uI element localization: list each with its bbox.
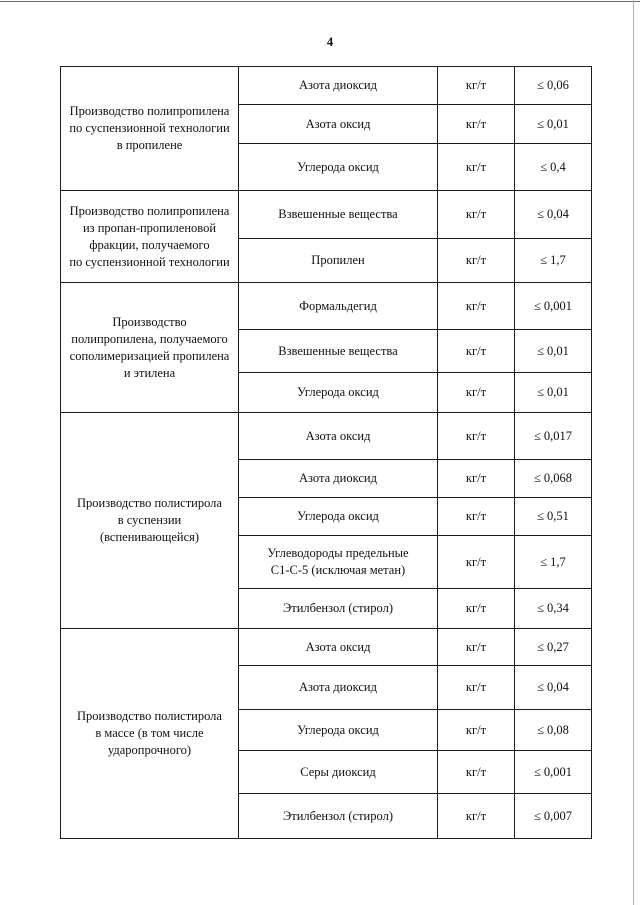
table-row	[61, 629, 592, 666]
table-row	[61, 67, 592, 105]
production-process-line: и этилена	[123, 365, 176, 380]
pollutant-cell	[239, 373, 438, 413]
unit-value: кг/т	[465, 722, 487, 737]
limit-cell	[515, 191, 592, 239]
limit-cell	[515, 460, 592, 498]
limit-value: ≤ 0,01	[537, 385, 569, 399]
limit-value: ≤ 0,001	[533, 298, 573, 313]
production-process-cell	[61, 629, 239, 839]
unit-cell	[438, 666, 515, 710]
unit-value: кг/т	[465, 601, 487, 615]
pollutant-name: Взвешенные вещества	[278, 343, 398, 358]
scan-edge-right	[633, 0, 634, 905]
unit-value: кг/т	[465, 639, 487, 654]
pollutant-cell	[239, 536, 438, 589]
production-process-line: (вспенивающейся)	[99, 530, 200, 544]
unit-cell	[438, 498, 515, 536]
pollutant-cell	[239, 67, 438, 105]
unit-cell	[438, 710, 515, 751]
unit-cell	[438, 413, 515, 460]
pollutant-name: Азота диоксид	[299, 680, 377, 694]
limit-cell	[515, 239, 592, 283]
production-process-line: Производство полистирола	[77, 709, 222, 723]
limit-cell	[515, 144, 592, 191]
unit-value: кг/т	[465, 509, 487, 523]
pollutant-name: Углерода оксид	[297, 385, 379, 399]
limit-value: ≤ 0,4	[540, 159, 566, 174]
pollutant-cell	[239, 413, 438, 460]
unit-cell	[438, 460, 515, 498]
pollutant-cell	[239, 629, 438, 666]
unit-cell	[438, 330, 515, 373]
unit-cell	[438, 751, 515, 794]
pollutant-cell	[239, 144, 438, 191]
limit-value: ≤ 0,08	[537, 722, 569, 737]
production-process-line: Производство полипропилена	[69, 203, 230, 218]
pollutant-name: Азота диоксид	[299, 78, 377, 92]
production-process-line: полипропилена, получаемого	[71, 331, 228, 346]
unit-value: кг/т	[465, 680, 487, 694]
pollutant-name: Взвешенные вещества	[278, 207, 398, 221]
limit-value: ≤ 0,04	[537, 207, 569, 221]
unit-cell	[438, 144, 515, 191]
unit-value: кг/т	[465, 298, 487, 313]
limit-value: ≤ 1,7	[540, 554, 566, 569]
limit-cell	[515, 751, 592, 794]
production-process-line: в суспензии	[117, 513, 182, 527]
production-process-cell	[61, 67, 239, 191]
pollutant-name: Азота оксид	[305, 428, 371, 443]
unit-value: кг/т	[465, 764, 487, 779]
production-group	[61, 191, 592, 283]
pollutant-cell	[239, 794, 438, 839]
limit-cell	[515, 666, 592, 710]
unit-value: кг/т	[465, 78, 487, 92]
unit-cell	[438, 373, 515, 413]
production-process-line: Производство	[112, 314, 187, 329]
production-process-cell	[61, 283, 239, 413]
limit-cell	[515, 413, 592, 460]
scan-edge-top	[0, 1, 640, 2]
production-process-line: из пропан-пропиленовой	[82, 220, 217, 235]
production-process-line: в пропилене	[116, 138, 183, 152]
pollutant-cell	[239, 710, 438, 751]
table-row	[61, 191, 592, 239]
limit-value: ≤ 0,01	[537, 343, 569, 358]
emission-limits-table	[60, 66, 592, 839]
unit-value: кг/т	[465, 471, 487, 485]
unit-value: кг/т	[465, 385, 487, 399]
limit-value: ≤ 0,04	[537, 680, 569, 694]
production-process-line: фракции, получаемого	[89, 237, 210, 252]
pollutant-name: Этилбензол (стирол)	[283, 601, 393, 615]
pollutant-cell	[239, 589, 438, 629]
unit-cell	[438, 589, 515, 629]
pollutant-cell	[239, 498, 438, 536]
unit-value: кг/т	[465, 428, 487, 443]
limit-value: ≤ 0,01	[537, 116, 569, 131]
table-row	[61, 413, 592, 460]
production-process-line: ударопрочного)	[107, 743, 192, 757]
pollutant-name: Азота оксид	[305, 639, 371, 654]
limit-cell	[515, 498, 592, 536]
limit-value: ≤ 0,001	[533, 764, 573, 779]
limit-value: ≤ 0,27	[537, 639, 569, 654]
limit-cell	[515, 794, 592, 839]
page-number: 4	[326, 35, 334, 49]
unit-cell	[438, 67, 515, 105]
pollutant-cell	[239, 283, 438, 330]
limit-value: ≤ 0,007	[533, 808, 573, 823]
production-process-line: Производство полипропилена	[69, 104, 230, 118]
production-group	[61, 283, 592, 413]
limit-value: ≤ 0,068	[533, 471, 573, 485]
production-process-line: в массе (в том числе	[95, 726, 204, 740]
pollutant-name: Углерода оксид	[297, 722, 379, 737]
limit-cell	[515, 536, 592, 589]
production-process-line: сополимеризацией пропилена	[69, 348, 230, 363]
limit-value: ≤ 1,7	[540, 253, 566, 267]
limit-cell	[515, 589, 592, 629]
pollutant-name-line: Углеводороды предельные	[267, 546, 409, 560]
unit-cell	[438, 536, 515, 589]
limit-cell	[515, 373, 592, 413]
unit-value: кг/т	[465, 159, 487, 174]
pollutant-name-line: С1-С-5 (исключая метан)	[270, 563, 406, 577]
production-process-line: Производство полистирола	[77, 496, 222, 510]
unit-cell	[438, 629, 515, 666]
pollutant-cell	[239, 666, 438, 710]
unit-value: кг/т	[465, 207, 487, 221]
limit-cell	[515, 67, 592, 105]
pollutant-cell	[239, 191, 438, 239]
production-process-cell	[61, 191, 239, 283]
limit-value: ≤ 0,51	[537, 509, 569, 523]
limit-cell	[515, 330, 592, 373]
unit-value: кг/т	[465, 253, 487, 267]
production-group	[61, 629, 592, 839]
pollutant-name: Азота оксид	[305, 116, 371, 131]
unit-cell	[438, 283, 515, 330]
pollutant-name: Углерода оксид	[297, 509, 379, 523]
limit-cell	[515, 105, 592, 144]
pollutant-name: Этилбензол (стирол)	[283, 808, 393, 823]
limit-value: ≤ 0,06	[537, 78, 569, 92]
limit-cell	[515, 629, 592, 666]
unit-value: кг/т	[465, 554, 487, 569]
limit-value: ≤ 0,017	[533, 428, 573, 443]
production-process-line: по суспензионной технологии	[69, 121, 230, 135]
pollutant-name: Пропилен	[311, 253, 365, 267]
production-process-line: по суспензионной технологии	[69, 254, 230, 269]
unit-cell	[438, 105, 515, 144]
pollutant-cell	[239, 239, 438, 283]
pollutant-cell	[239, 751, 438, 794]
pollutant-name: Серы диоксид	[300, 764, 376, 779]
production-group	[61, 67, 592, 191]
production-group	[61, 413, 592, 629]
unit-cell	[438, 239, 515, 283]
unit-cell	[438, 794, 515, 839]
limit-cell	[515, 710, 592, 751]
table-row	[61, 283, 592, 330]
pollutant-cell	[239, 330, 438, 373]
limit-cell	[515, 283, 592, 330]
pollutant-cell	[239, 460, 438, 498]
unit-value: кг/т	[465, 116, 487, 131]
limit-value: ≤ 0,34	[537, 601, 569, 615]
pollutant-name: Углерода оксид	[297, 159, 379, 174]
pollutant-name: Формальдегид	[299, 298, 377, 313]
pollutant-name: Азота диоксид	[299, 471, 377, 485]
unit-value: кг/т	[465, 808, 487, 823]
unit-value: кг/т	[465, 343, 487, 358]
unit-cell	[438, 191, 515, 239]
production-process-cell	[61, 413, 239, 629]
pollutant-cell	[239, 105, 438, 144]
